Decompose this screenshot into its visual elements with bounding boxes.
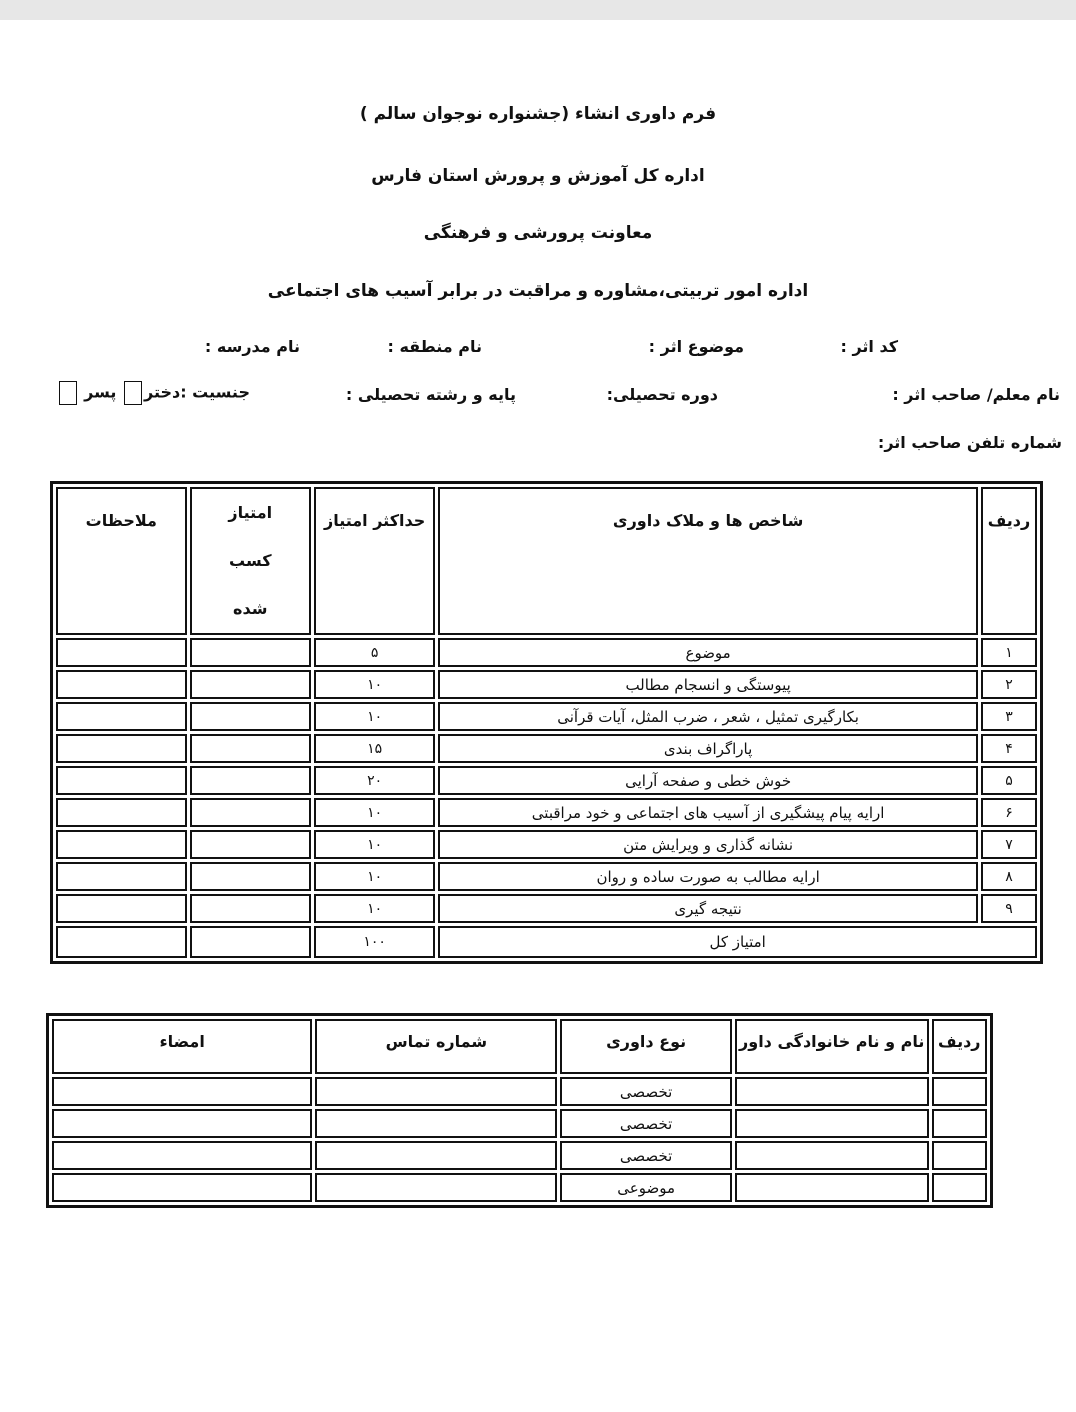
judge-type: تخصصی: [560, 1141, 731, 1170]
row-no: ۵: [981, 766, 1037, 795]
row-no: ۶: [981, 798, 1037, 827]
judge-header-signature: امضاء: [52, 1019, 312, 1074]
row-no: ۱: [981, 638, 1037, 667]
phone-label: شماره تلفن صاحب اثر:: [877, 433, 1062, 452]
deputy-title: معاونت پرورشی و فرهنگی: [423, 223, 653, 243]
department-title: اداره کل آموزش و پرورش استان فارس: [371, 166, 705, 186]
total-notes-cell[interactable]: [56, 926, 187, 958]
table-row: [56, 862, 1037, 891]
judge-contact-cell[interactable]: [315, 1109, 557, 1138]
judge-signature-cell[interactable]: [52, 1077, 312, 1106]
course-label: دوره تحصیلی:: [606, 385, 718, 404]
judge-row-no-cell[interactable]: [932, 1077, 987, 1106]
gender-field: [57, 381, 250, 405]
judge-header-contact: شماره تماس: [315, 1019, 557, 1074]
max-score: ۱۰: [314, 702, 435, 731]
boy-label: پسر: [84, 382, 117, 402]
table-row: [52, 1077, 987, 1106]
earned-score-cell[interactable]: [190, 766, 311, 795]
header-row-no: ردیف: [981, 487, 1037, 635]
row-no: ۹: [981, 894, 1037, 923]
earned-score-cell[interactable]: [190, 830, 311, 859]
school-name-label: نام مدرسه :: [204, 337, 300, 356]
max-score: ۱۰: [314, 830, 435, 859]
table-row: [56, 766, 1037, 795]
notes-cell[interactable]: [56, 702, 187, 731]
criteria-table: [50, 481, 1043, 964]
header-notes: ملاحظات: [56, 487, 187, 635]
teacher-name-label: نام معلم/ صاحب اثر :: [892, 385, 1060, 404]
judge-signature-cell[interactable]: [52, 1109, 312, 1138]
max-score: ۲۰: [314, 766, 435, 795]
total-max-score: ۱۰۰: [314, 926, 435, 958]
judge-contact-cell[interactable]: [315, 1077, 557, 1106]
work-code-label: کد اثر :: [840, 337, 898, 356]
earned-score-cell[interactable]: [190, 702, 311, 731]
table-row: [56, 830, 1037, 859]
earned-score-cell[interactable]: [190, 670, 311, 699]
earned-score-cell[interactable]: [190, 894, 311, 923]
max-score: ۵: [314, 638, 435, 667]
earned-score-cell[interactable]: [190, 734, 311, 763]
table-row: [52, 1109, 987, 1138]
criterion: موضوع: [438, 638, 978, 667]
judges-table: [46, 1013, 993, 1208]
total-label: امتیاز کل: [438, 926, 1037, 958]
criterion: خوش خطی و صفحه آرایی: [438, 766, 978, 795]
max-score: ۱۵: [314, 734, 435, 763]
judge-header-name: نام و نام خانوادگی داور: [735, 1019, 929, 1074]
judge-name-cell[interactable]: [735, 1141, 929, 1170]
table-row: [52, 1141, 987, 1170]
judge-header-row-no: ردیف: [932, 1019, 987, 1074]
earned-score-cell[interactable]: [190, 798, 311, 827]
judge-signature-cell[interactable]: [52, 1173, 312, 1202]
judge-type: تخصصی: [560, 1109, 731, 1138]
criterion: پاراگراف بندی: [438, 734, 978, 763]
header-criteria: شاخص ها و ملاک داوری: [438, 487, 978, 635]
judge-contact-cell[interactable]: [315, 1141, 557, 1170]
criterion: ارایه پیام پیشگیری از آسیب های اجتماعی و خود مراقبتی: [438, 798, 978, 827]
notes-cell[interactable]: [56, 766, 187, 795]
earned-score-cell[interactable]: [190, 862, 311, 891]
table-row: [56, 638, 1037, 667]
judge-name-cell[interactable]: [735, 1077, 929, 1106]
work-subject-label: موضوع اثر :: [648, 337, 744, 356]
form-title: فرم داوری انشاء (جشنواره نوجوان سالم ): [359, 104, 717, 124]
judge-name-cell[interactable]: [735, 1173, 929, 1202]
table-row: [56, 734, 1037, 763]
judges-header-row: [52, 1019, 987, 1074]
notes-cell[interactable]: [56, 894, 187, 923]
table-row: [52, 1173, 987, 1202]
criteria-header-row: [56, 487, 1037, 635]
header-max-score: حداکثر امتیاز: [314, 487, 435, 635]
notes-cell[interactable]: [56, 798, 187, 827]
girl-checkbox[interactable]: [124, 381, 142, 405]
notes-cell[interactable]: [56, 862, 187, 891]
judge-row-no-cell[interactable]: [932, 1109, 987, 1138]
max-score: ۱۰: [314, 894, 435, 923]
judge-row-no-cell[interactable]: [932, 1141, 987, 1170]
criterion: نشانه گذاری و ویرایش متن: [438, 830, 978, 859]
notes-cell[interactable]: [56, 734, 187, 763]
top-status-bar: [0, 0, 1076, 20]
total-row: [56, 926, 1037, 958]
judge-contact-cell[interactable]: [315, 1173, 557, 1202]
criterion: پیوستگی و انسجام مطالب: [438, 670, 978, 699]
notes-cell[interactable]: [56, 638, 187, 667]
judge-type: موضوعی: [560, 1173, 731, 1202]
table-row: [56, 798, 1037, 827]
region-name-label: نام منطقه :: [387, 337, 482, 356]
row-no: ۲: [981, 670, 1037, 699]
judge-name-cell[interactable]: [735, 1109, 929, 1138]
criterion: ارایه مطالب به صورت ساده و روان: [438, 862, 978, 891]
table-row: [56, 670, 1037, 699]
table-row: [56, 894, 1037, 923]
row-no: ۷: [981, 830, 1037, 859]
max-score: ۱۰: [314, 670, 435, 699]
judge-signature-cell[interactable]: [52, 1141, 312, 1170]
table-row: [56, 702, 1037, 731]
grade-field-label: پایه و رشته تحصیلی :: [345, 385, 516, 404]
gender-label: جنسیت :دختر: [143, 382, 250, 402]
notes-cell[interactable]: [56, 670, 187, 699]
judge-type: تخصصی: [560, 1077, 731, 1106]
row-no: ۸: [981, 862, 1037, 891]
criterion: نتیجه گیری: [438, 894, 978, 923]
total-earned-cell[interactable]: [190, 926, 311, 958]
criterion: بکارگیری تمثیل ، شعر ، ضرب المثل، آیات قرآنی: [438, 702, 978, 731]
office-title: اداره امور تربیتی،مشاوره و مراقبت در برابر آسیب های اجتماعی: [267, 281, 809, 301]
row-no: ۴: [981, 734, 1037, 763]
judge-row-no-cell[interactable]: [932, 1173, 987, 1202]
notes-cell[interactable]: [56, 830, 187, 859]
header-earned-score: امتیاز کسب شده: [190, 487, 311, 635]
earned-score-cell[interactable]: [190, 638, 311, 667]
max-score: ۱۰: [314, 862, 435, 891]
max-score: ۱۰: [314, 798, 435, 827]
boy-checkbox[interactable]: [59, 381, 77, 405]
judge-header-type: نوع داوری: [560, 1019, 731, 1074]
row-no: ۳: [981, 702, 1037, 731]
